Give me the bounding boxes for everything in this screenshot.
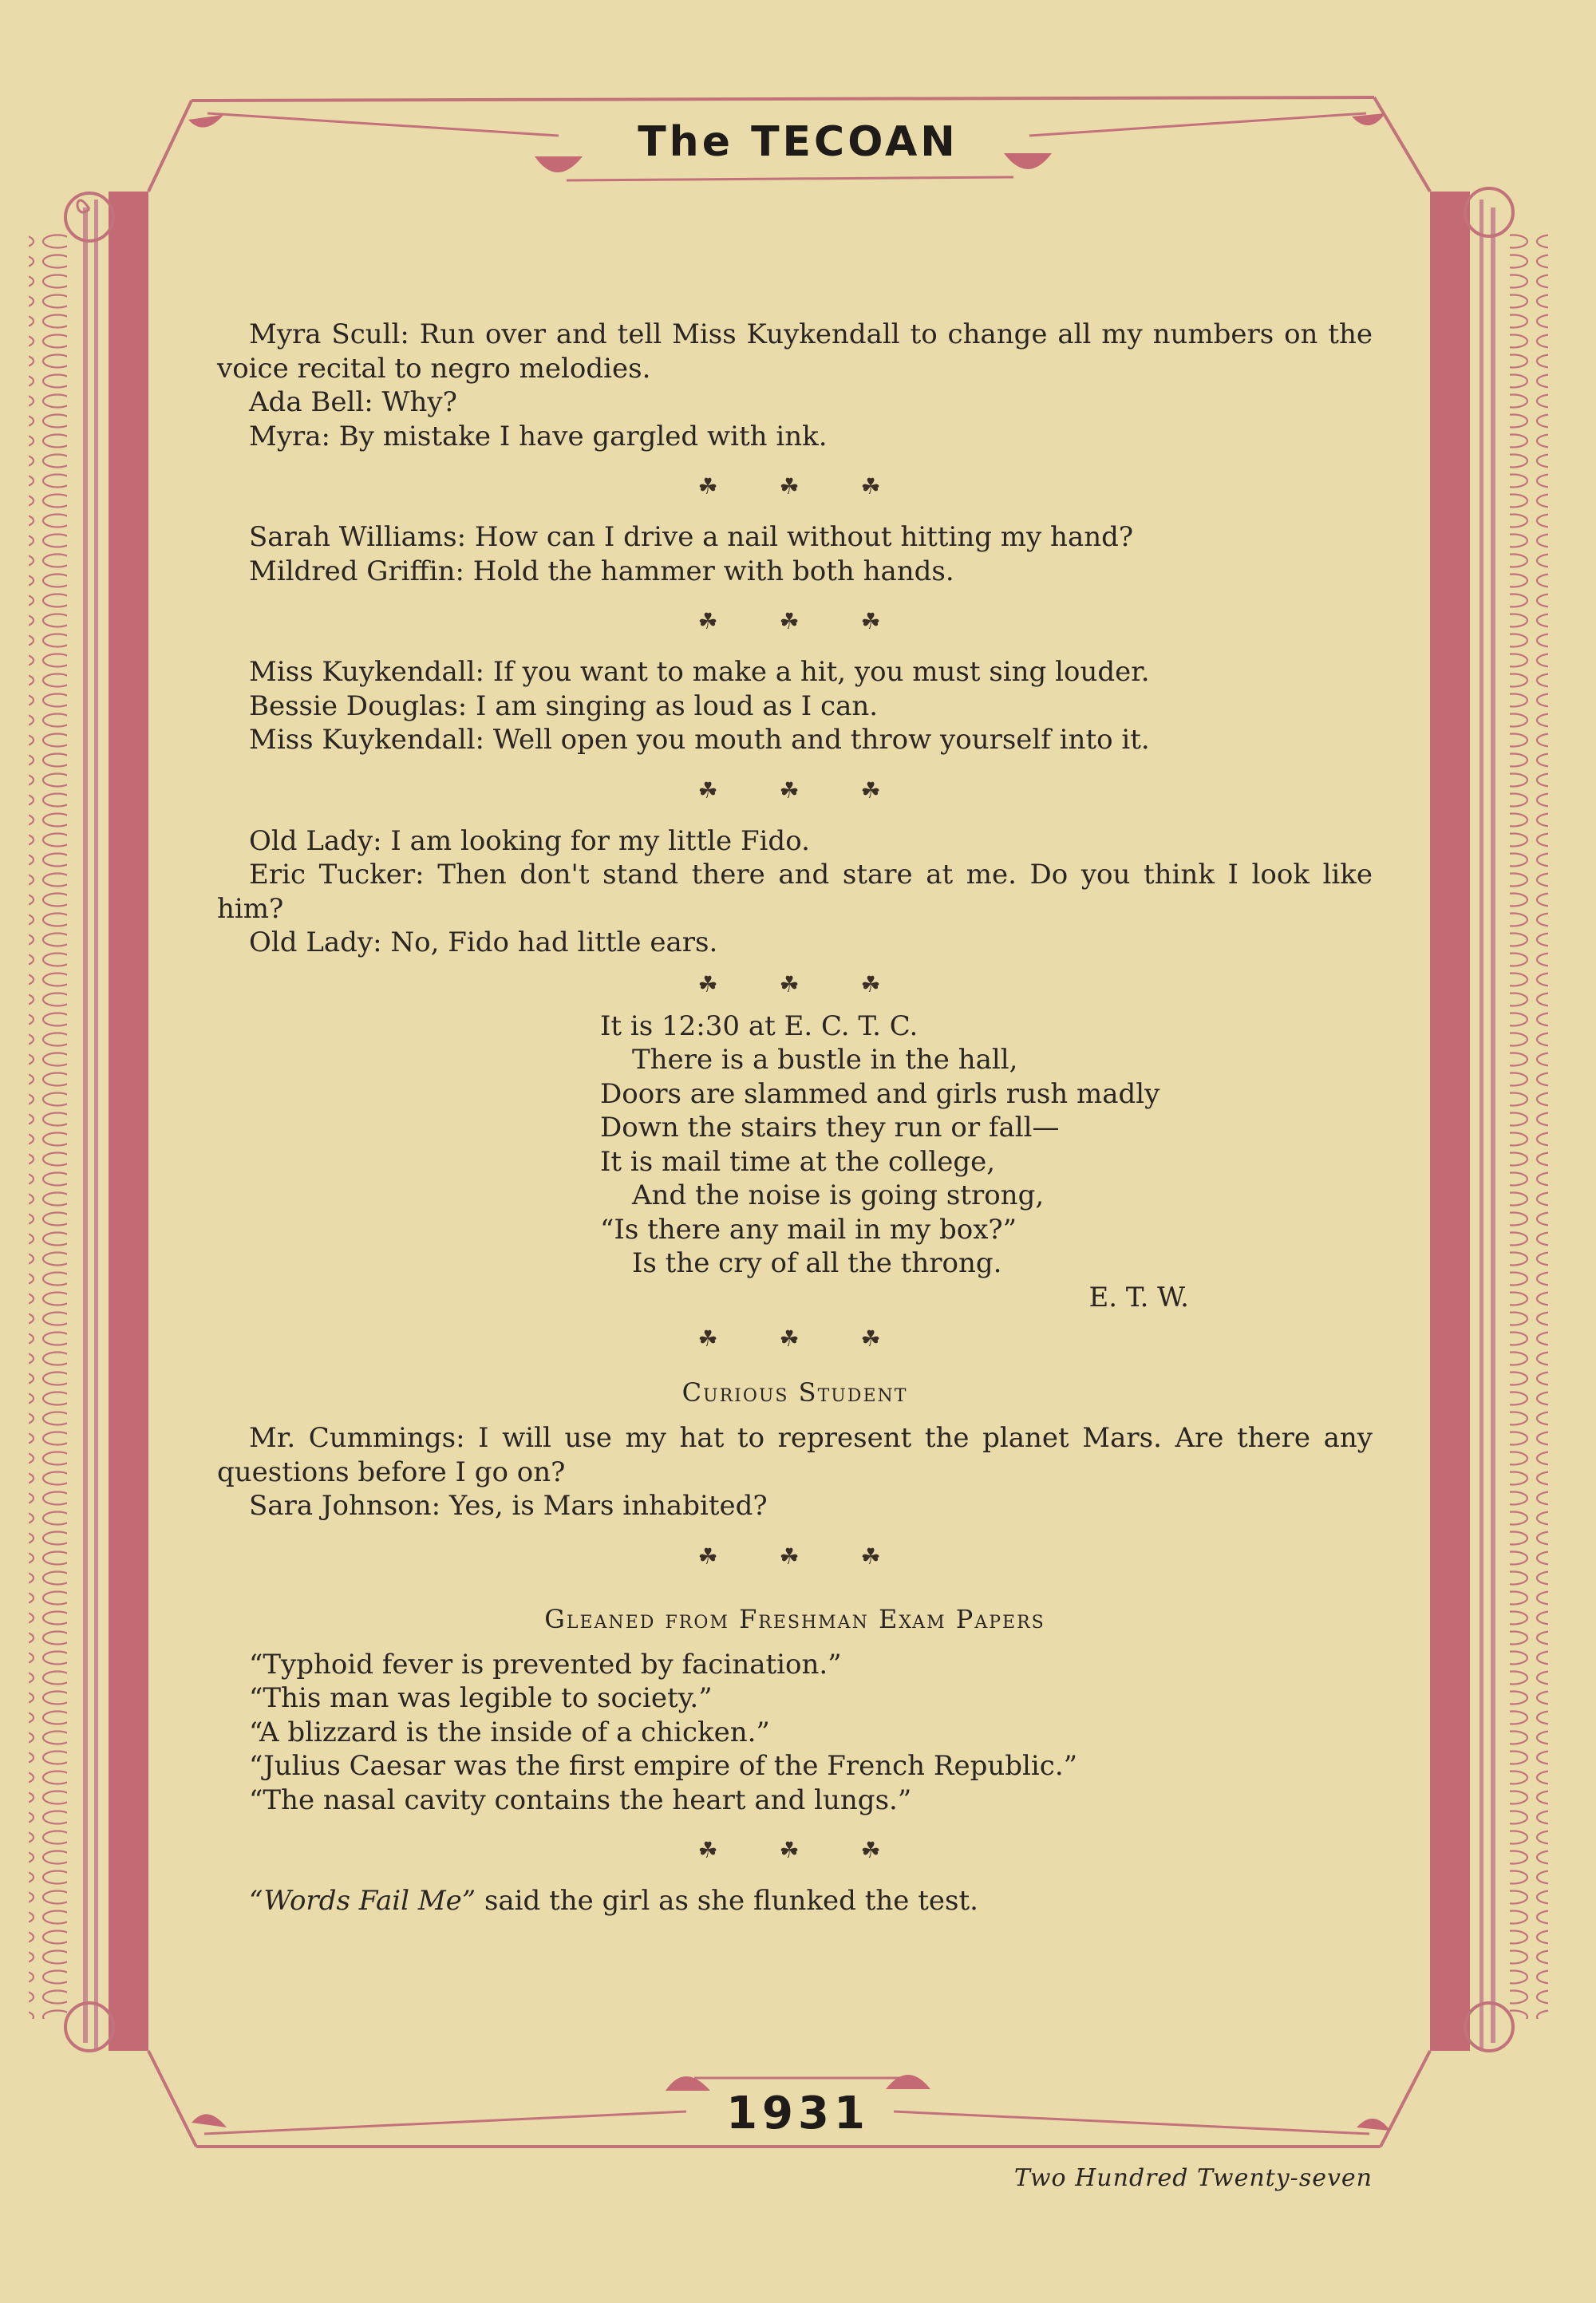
clover-separator: ☘ ☘ ☘ <box>697 776 908 804</box>
poem-line: “Is there any mail in my box?” <box>600 1213 1017 1246</box>
dialogue-line: Miss Kuykendall: If you want to make a hit, you must sing louder. <box>249 656 1150 688</box>
closing-rest: said the girl as she flunked the test. <box>476 1885 978 1917</box>
right-coil-border <box>1510 231 1548 2019</box>
poem-line: It is mail time at the college, <box>600 1145 996 1178</box>
dialogue-line: Eric Tucker: Then don't stand there and stare at me. Do you think I look like him? <box>217 859 1373 925</box>
dialogue-line: Mildred Griffin: Hold the hammer with both hands. <box>249 555 954 587</box>
clover-separator: ☘ ☘ ☘ <box>697 608 908 634</box>
quote-line: “A blizzard is the inside of a chicken.” <box>249 1716 770 1748</box>
dialogue-line: Sarah Williams: How can I drive a nail without hitting my hand? <box>249 521 1134 553</box>
poem-signature: E. T. W. <box>1088 1281 1189 1313</box>
poem-line: Down the stairs they run or fall— <box>600 1112 1060 1144</box>
right-bars <box>1430 188 1513 2051</box>
closing-line <box>217 1884 1373 1918</box>
dialogue-line: Myra Scull: Run over and tell Miss Kuykendall to change all my numbers on the voice recital to negro melodies. <box>217 318 1373 385</box>
dialogue-line: Myra: By mistake I have gargled with ink. <box>249 420 828 452</box>
poem-line: There is a bustle in the hall, <box>632 1044 1018 1076</box>
poem-line: It is 12:30 at E. C. T. C. <box>600 1009 918 1042</box>
poem-line: Is the cry of all the throng. <box>632 1247 1002 1279</box>
poem-line: And the noise is going strong, <box>632 1179 1045 1211</box>
clover-separator: ☘ ☘ ☘ <box>697 970 908 997</box>
dialogue-line: Bessie Douglas: I am singing as loud as I can. <box>249 689 879 722</box>
dialogue-line: Mr. Cummings: I will use my hat to represent the planet Mars. Are there any questions before I go on? <box>217 1422 1373 1488</box>
left-bars <box>65 192 148 2051</box>
joke-block <box>217 1421 1373 1523</box>
joke-block <box>217 824 1373 960</box>
clover-separator: ☘ ☘ ☘ <box>697 1543 908 1570</box>
quote-list <box>217 1648 1373 1818</box>
poem <box>600 1009 1373 1281</box>
joke-block <box>217 318 1373 453</box>
clover-separator: ☘ ☘ ☘ <box>697 473 908 500</box>
quote-line: “Julius Caesar was the first empire of the French Republic.” <box>249 1750 1078 1782</box>
page-header-title: The TECOAN <box>638 118 958 166</box>
quote-line: “The nasal cavity contains the heart and lungs.” <box>249 1784 912 1816</box>
joke-block <box>217 520 1373 588</box>
joke-block <box>217 655 1373 757</box>
dialogue-line: Ada Bell: Why? <box>249 386 457 418</box>
dialogue-line: Old Lady: I am looking for my little Fido. <box>249 824 810 857</box>
dialogue-line: Sara Johnson: Yes, is Mars inhabited? <box>249 1490 768 1522</box>
page-footer-year: 1931 <box>726 2088 870 2139</box>
quote-line: “Typhoid fever is prevented by facination.” <box>249 1648 842 1681</box>
clover-separator: ☘ ☘ ☘ <box>697 1837 908 1863</box>
page-content <box>217 318 1373 1918</box>
quote-line: “This man was legible to society.” <box>249 1682 713 1714</box>
page-number: Two Hundred Twenty-seven <box>1013 2164 1373 2192</box>
left-coil-border <box>29 231 67 2019</box>
dialogue-line: Old Lady: No, Fido had little ears. <box>249 926 718 958</box>
poem-line: Doors are slammed and girls rush madly <box>600 1077 1160 1110</box>
section-heading: Gleaned from Freshman Exam Papers <box>544 1603 1045 1634</box>
dialogue-line: Miss Kuykendall: Well open you mouth and throw yourself into it. <box>249 724 1150 756</box>
section-heading: Curious Student <box>681 1377 908 1408</box>
clover-separator: ☘ ☘ ☘ <box>697 1325 908 1352</box>
closing-italic: “Words Fail Me” <box>249 1885 476 1917</box>
